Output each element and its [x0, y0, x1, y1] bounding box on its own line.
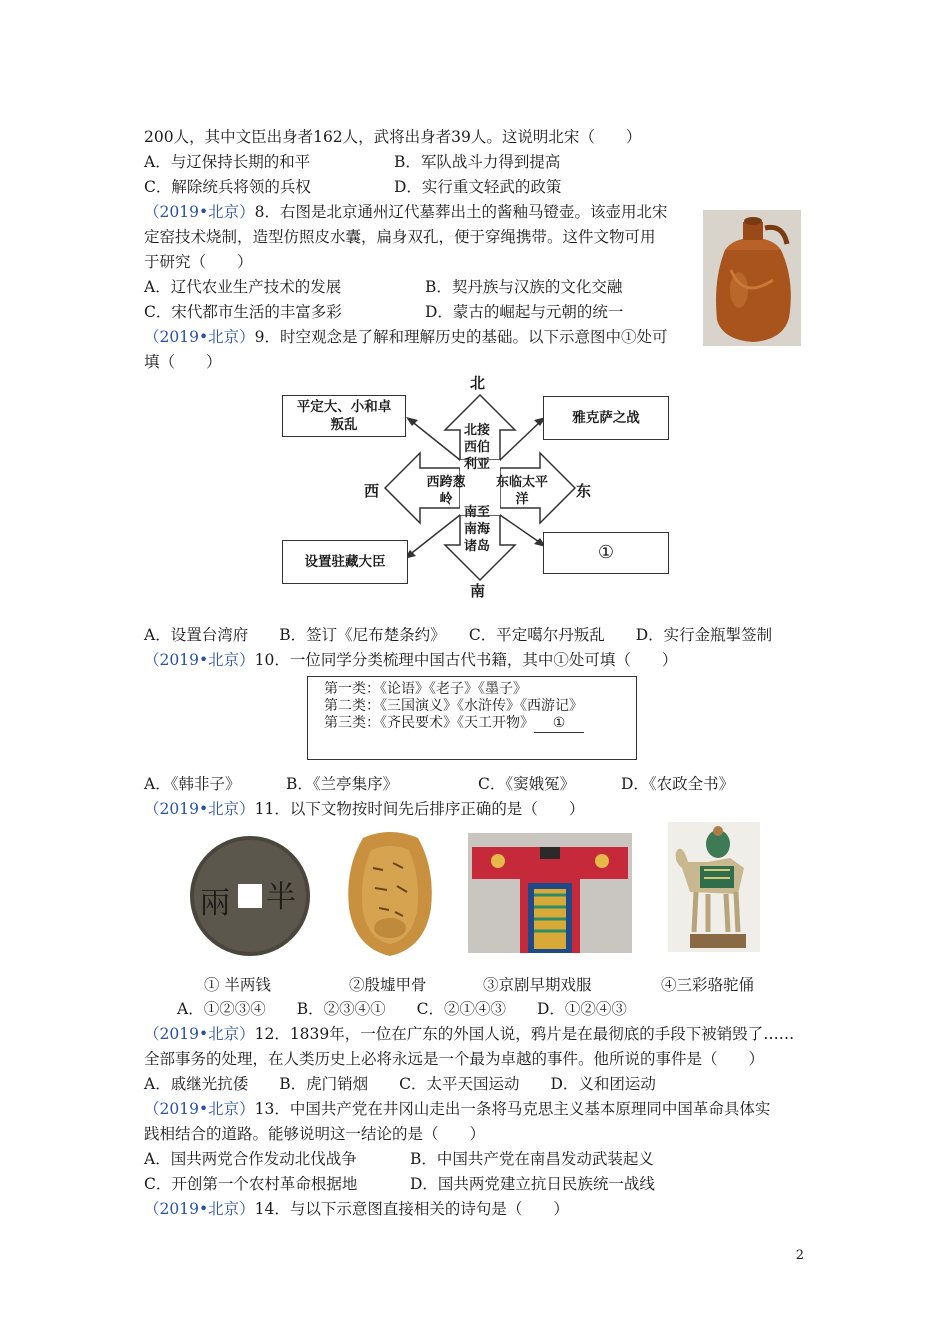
q11-source: （2019•北京） [144, 800, 255, 818]
q13-option-b: B．中国共产党在南昌发动武装起义 [410, 1150, 654, 1168]
caption-2: ②殷墟甲骨 [349, 976, 427, 994]
category-3-blank: ① [534, 715, 584, 733]
banliang-coin-image [188, 834, 312, 958]
direction-east: 东 [576, 482, 592, 500]
direction-south: 南 [470, 582, 486, 600]
sancai-camel-image [668, 822, 760, 952]
q8-stem-1: （2019•北京）8．右图是北京通州辽代墓葬出土的酱釉马镫壶。该壶用北宋 [144, 203, 668, 221]
direction-west: 西 [364, 482, 380, 500]
q8-stem-3: 于研究（ ） [144, 253, 253, 271]
coin-char-left: 兩 [200, 886, 230, 921]
q14-stem: （2019•北京）14．与以下示意图直接相关的诗句是（ ） [144, 1200, 569, 1218]
q7-option-b: B．军队战斗力得到提高 [394, 153, 561, 171]
q9-source: （2019•北京） [144, 328, 255, 346]
q8-option-c: C．宋代都市生活的丰富多彩 [144, 303, 342, 321]
se-blank-box: ① [543, 532, 669, 574]
q7-option-a: A．与辽保持长期的和平 [144, 153, 311, 171]
sw-event-box: 设置驻藏大臣 [282, 540, 408, 584]
q8-option-a: A．辽代农业生产技术的发展 [144, 278, 342, 296]
q12-source: （2019•北京） [144, 1025, 255, 1043]
q10-option-c: C．《窦娥冤》 [478, 775, 576, 793]
q13-option-d: D．国共两党建立抗日民族统一战线 [410, 1175, 655, 1193]
q8-stem-2: 定窑技术烧制，造型仿照皮水囊，扁身双孔，便于穿绳携带。这件文物可用 [144, 228, 656, 246]
direction-north: 北 [470, 374, 486, 392]
q11-options: A．①②③④ B．②③④① C．②①④③ D．①②④③ [177, 1000, 627, 1018]
q7-option-c: C．解除统兵将领的兵权 [144, 178, 311, 196]
q9-stem-1: （2019•北京）9．时空观念是了解和理解历史的基础。以下示意图中①处可 [144, 328, 668, 346]
q10-stem: （2019•北京）10．一位同学分类梳理中国古代书籍，其中①处可填（ ） [144, 651, 678, 669]
arrow-east-text: 东临太平洋 [495, 475, 548, 507]
q12-stem-2: 全部事务的处理，在人类历史上必将永远是一个最为卓越的事件。他所说的事件是（ ） [144, 1050, 765, 1068]
oracle-bone-image [343, 828, 438, 958]
q10-option-b: B．《兰亭集序》 [286, 775, 399, 793]
q8-option-b: B．契丹族与汉族的文化交融 [425, 278, 623, 296]
q13-stem-2: 践相结合的道路。能够说明这一结论的是（ ） [144, 1125, 486, 1143]
opera-costume-image [468, 833, 632, 953]
q8-source: （2019•北京） [144, 203, 255, 221]
caption-3: ③京剧早期戏服 [483, 976, 592, 994]
q10-option-d: D．《农政全书》 [621, 775, 735, 793]
q11-stem: （2019•北京）11．以下文物按时间先后排序正确的是（ ） [144, 800, 585, 818]
arrow-north-text: 北接西伯利亚 [463, 423, 490, 472]
category-3: 第三类：《齐民要术》《天工开物》 ① [308, 715, 636, 733]
q13-option-a: A．国共两党合作发动北伐战争 [144, 1150, 357, 1168]
ne-event-box: 雅克萨之战 [543, 396, 669, 440]
liao-stirrup-jar-image [703, 210, 801, 346]
arrow-west-text: 西跨葱岭 [426, 475, 466, 507]
q13-option-c: C．开创第一个农村革命根据地 [144, 1175, 358, 1193]
q7-option-d: D．实行重文轻武的政策 [394, 178, 562, 196]
caption-4: ④三彩骆驼俑 [661, 976, 755, 994]
arrow-south-text: 南至南海诸岛 [463, 505, 490, 554]
q13-source: （2019•北京） [144, 1100, 255, 1118]
book-category-box [307, 676, 637, 760]
q9-stem-2: 填（ ） [144, 353, 222, 371]
caption-1: ① 半两钱 [204, 976, 271, 994]
category-2: 第二类：《三国演义》《水浒传》《西游记》 [324, 698, 583, 714]
q12-stem-1: （2019•北京）12．1839年，一位在广东的外国人说，鸦片是在最彻底的手段下被销毁了…… [144, 1025, 795, 1043]
q14-source: （2019•北京） [144, 1200, 255, 1218]
q10-option-a: A．《韩非子》 [144, 775, 241, 793]
page-number: 2 [795, 1248, 804, 1263]
q12-options: A．戚继光抗倭 B．虎门销烟 C．太平天国运动 D．义和团运动 [144, 1075, 656, 1093]
q10-source: （2019•北京） [144, 651, 255, 669]
q8-option-d: D．蒙古的崛起与元朝的统一 [425, 303, 624, 321]
category-1: 第一类：《论语》《老子》《墨子》 [324, 681, 527, 697]
q7-stem: 200人，其中文臣出身者162人，武将出身者39人。这说明北宋（ ） [144, 128, 642, 146]
nw-event-box: 平定大、小和卓叛乱 [282, 395, 406, 437]
coin-char-right: 半 [266, 880, 296, 915]
q9-options: A．设置台湾府 B．签订《尼布楚条约》 C．平定噶尔丹叛乱 D．实行金瓶掣签制 [144, 626, 773, 644]
q13-stem-1: （2019•北京）13．中国共产党在井冈山走出一条将马克思主义基本原理同中国革命具体实 [144, 1100, 771, 1118]
